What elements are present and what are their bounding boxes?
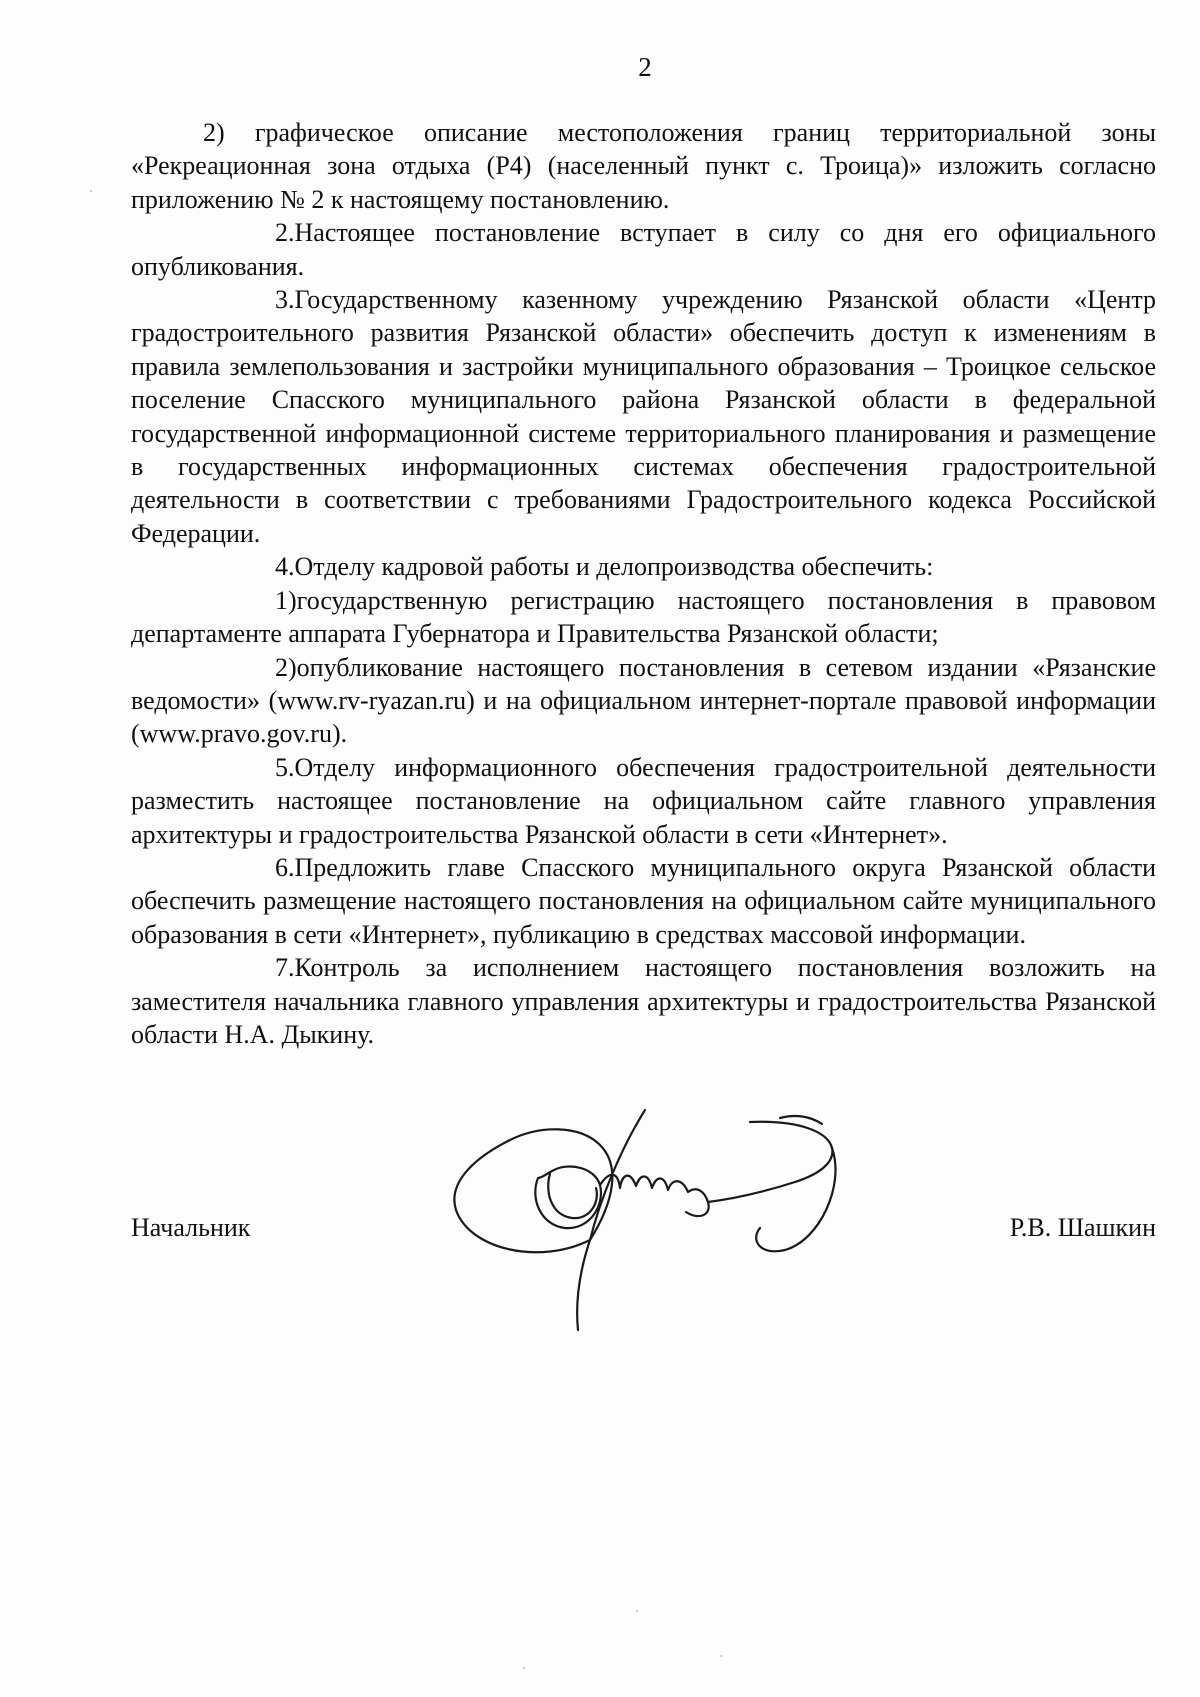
paragraph-6 (131, 851, 1156, 951)
paragraph-4-1 (131, 584, 1156, 651)
paragraph-text: 2) графическое описание местоположения границ территориальной зоны «Рекреационная зона отдыха (Р4) (населенный пункт с. Троица)» изложить согласно приложению № 2 к настоящему постановлению. (131, 118, 1156, 214)
paragraph-number: 7. (275, 953, 295, 983)
paragraph-text: опубликование настоящего постановления в сетевом издании «Рязанские ведомости» (www.rv-ryazan.ru) и на официальном интернет-портале правовой информации (www.pravo.gov.ru). (131, 652, 1156, 749)
paragraph-number: 6. (275, 852, 295, 882)
page-number: 2 (638, 52, 652, 82)
scan-speck (90, 190, 92, 192)
signatory-title: Начальник (131, 1213, 251, 1242)
paragraph-text: Государственному казенному учреждению Рязанской области «Центр градостроительного развития Рязанской области» обеспечить доступ к изменениям в правила землепользования и застройки муниципального образования – Троицкое сельское поселение Спасского муниципального района Рязанской области в федеральной государственной информационной системе территориального планирования и размещение в государственных информационных системах обеспечения градостроительной деятельности в соответствии с требованиями Градостроительного кодекса Российской Федерации. (131, 285, 1156, 548)
paragraph-number: 1) (275, 585, 297, 615)
paragraph-5 (131, 751, 1156, 851)
signatory-name: Р.В. Шашкин (1009, 1213, 1156, 1242)
paragraph-text: Отделу кадровой работы и делопроизводства обеспечить: (294, 552, 934, 582)
signature-block (131, 1213, 1156, 1253)
scan-speck (523, 1667, 525, 1669)
paragraph-text: государственную регистрацию настоящего постановления в правовом департаменте аппарата Губернатора и Правительства Рязанской области; (131, 585, 1156, 649)
paragraph-text: Отделу информационного обеспечения градостроительной деятельности разместить настоящее постановление на официальном сайте главного управления архитектуры и градостроительства Рязанской области в сети «Интернет». (131, 752, 1156, 849)
paragraph-text: Настоящее постановление вступает в силу со дня его официального опубликования. (131, 218, 1156, 281)
scan-speck (636, 1610, 638, 1612)
paragraph-number: 2. (275, 218, 295, 248)
paragraph-4 (131, 550, 1156, 583)
paragraph-number: 4. (275, 552, 295, 582)
paragraph-item-2-graphic-description (131, 116, 1156, 216)
paragraph-text: Контроль за исполнением настоящего постановления возложить на заместителя начальника главного управления архитектуры и градостроительства Рязанской области Н.А. Дыкину. (131, 953, 1156, 1049)
document-body (131, 116, 1156, 1051)
paragraph-3 (131, 283, 1156, 550)
scan-speck (720, 1655, 722, 1657)
paragraph-text: Предложить главе Спасского муниципального округа Рязанской области обеспечить размещение настоящего постановления на официальном сайте муниципального образования в сети «Интернет», публикацию в средствах массовой информации. (131, 852, 1156, 949)
paragraph-2 (131, 216, 1156, 283)
paragraph-4-2 (131, 651, 1156, 751)
paragraph-7 (131, 951, 1156, 1051)
paragraph-number: 2) (275, 652, 297, 682)
paragraph-number: 5. (275, 752, 295, 782)
paragraph-number: 3. (275, 285, 295, 315)
